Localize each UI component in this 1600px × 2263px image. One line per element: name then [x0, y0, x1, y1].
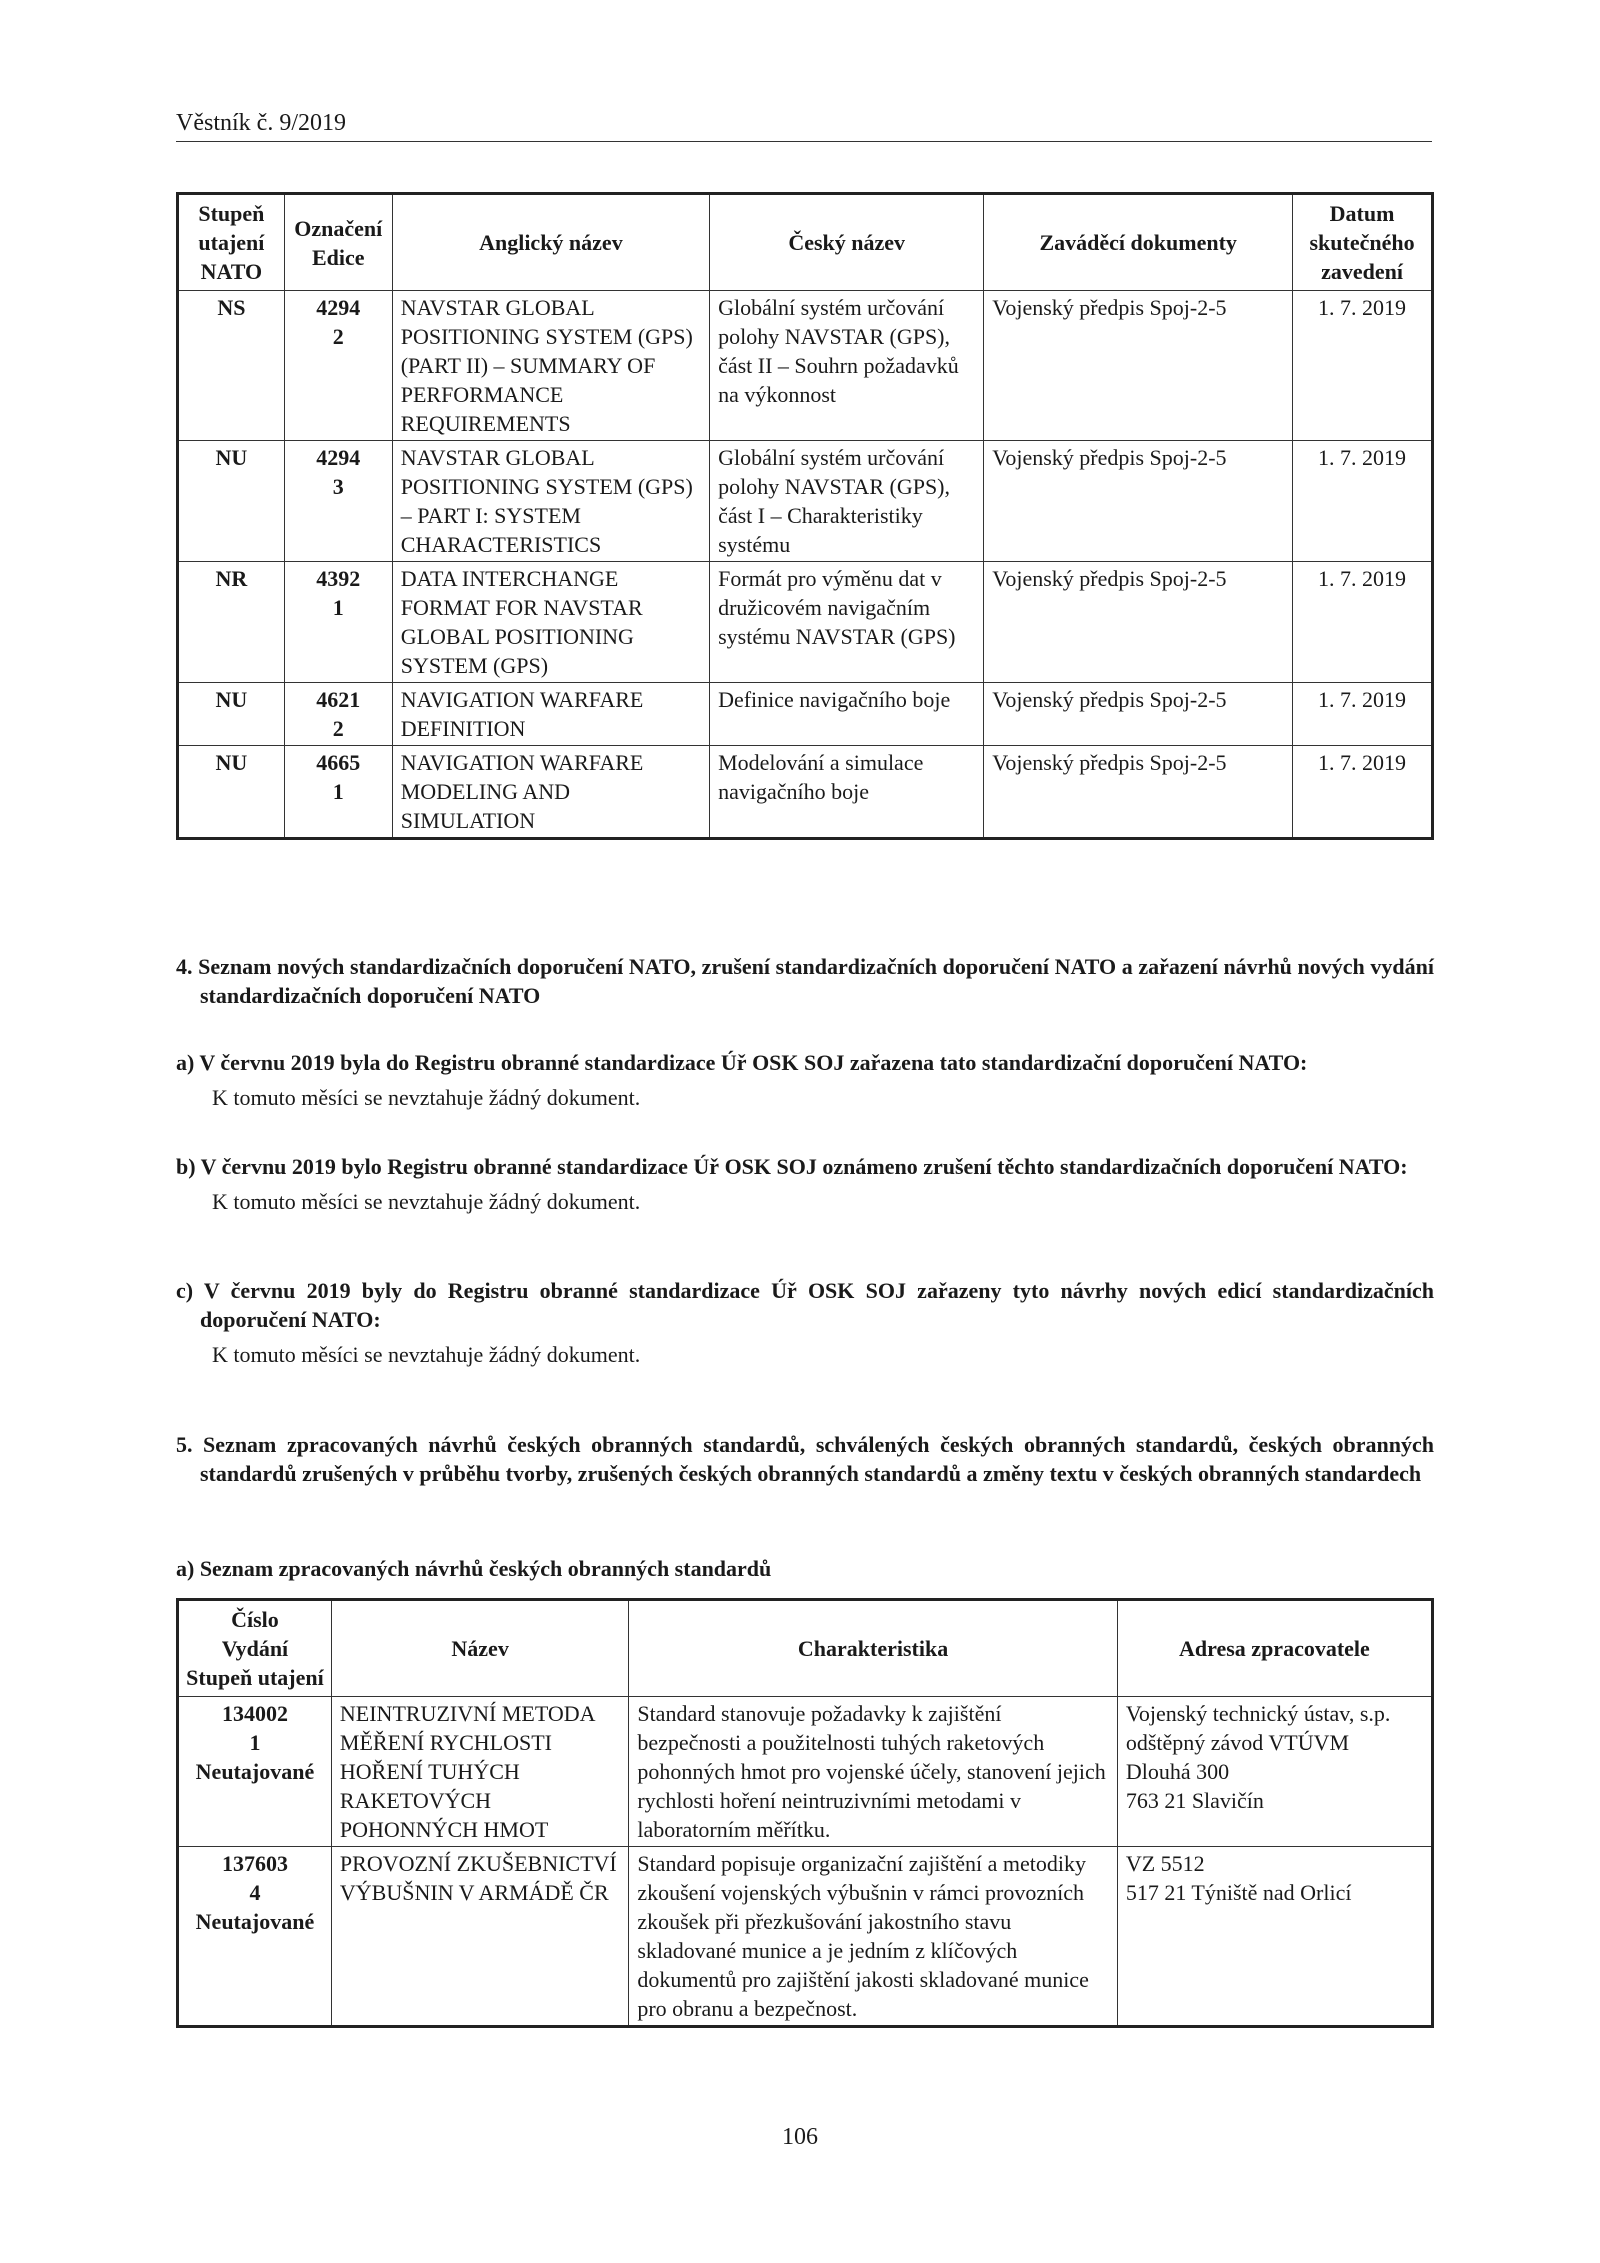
- address-line: Dlouhá 300: [1125, 1759, 1230, 1784]
- cell-name: PROVOZNÍ ZKUŠEBNICTVÍ VÝBUŠNIN V ARMÁDĚ ČR: [331, 1847, 628, 2027]
- cell-date: 1. 7. 2019: [1293, 746, 1433, 839]
- col-header-documents: Zaváděcí dokumenty: [984, 194, 1293, 291]
- cell-documents: Vojenský předpis Spoj-2-5: [984, 291, 1293, 441]
- cell-czech-name: Modelování a simulace navigačního boje: [710, 746, 984, 839]
- col-header-edition: Označení Edice: [284, 194, 392, 291]
- cell-version: 1: [249, 1730, 261, 1755]
- col-header-name: Název: [331, 1600, 628, 1697]
- standards-table: [176, 1598, 1434, 2028]
- table-header-row: [178, 194, 1433, 291]
- address-line: 763 21 Slavičín: [1125, 1788, 1264, 1813]
- table-row: [178, 1697, 1433, 1847]
- page-number: 106: [782, 2124, 818, 2150]
- cell-code: 4665: [316, 750, 361, 775]
- cell-standard-number: 137603: [221, 1851, 288, 1876]
- section-4a-note: K tomuto měsíci se nevztahuje žádný dokument.: [212, 1085, 641, 1110]
- cell-english-name: DATA INTERCHANGE FORMAT FOR NAVSTAR GLOBAL POSITIONING SYSTEM (GPS): [392, 562, 709, 683]
- cell-date: 1. 7. 2019: [1293, 441, 1433, 562]
- table-row: [178, 746, 1433, 839]
- cell-characteristics: Standard stanovuje požadavky k zajištění bezpečnosti a použitelnosti tuhých raketových pohonných hmot pro vojenské účely, stanovení jejich rychlosti hoření neintruzivními metodami v laboratorním měřítku.: [629, 1697, 1117, 1847]
- address-line: VZ 5512: [1125, 1851, 1205, 1876]
- cell-czech-name: Globální systém určování polohy NAVSTAR (GPS), část II – Souhrn požadavků na výkonnost: [710, 291, 984, 441]
- cell-code: 4294: [316, 295, 361, 320]
- cell-date: 1. 7. 2019: [1293, 562, 1433, 683]
- col-header-characteristics: Charakteristika: [629, 1600, 1117, 1697]
- address-line: odštěpný závod VTÚVM: [1125, 1730, 1350, 1755]
- col-header-level: Stupeň utajení NATO: [178, 194, 285, 291]
- cell-english-name: NAVSTAR GLOBAL POSITIONING SYSTEM (GPS) (PART II) – SUMMARY OF PERFORMANCE REQUIREMENTS: [392, 291, 709, 441]
- cell-code: 4294: [316, 445, 361, 470]
- section-4a-heading: a) V červnu 2019 byla do Registru obranné standardizace Úř OSK SOJ zařazena tato standardizační doporučení NATO:: [176, 1050, 1308, 1075]
- section-5a-heading: a) Seznam zpracovaných návrhů českých obranných standardů: [176, 1556, 772, 1581]
- col-header-number: [178, 1600, 332, 1697]
- col-header-czech-name: Český název: [710, 194, 984, 291]
- cell-standard-number: 134002: [221, 1701, 288, 1726]
- cell-name: NEINTRUZIVNÍ METODA MĚŘENÍ RYCHLOSTI HOŘENÍ TUHÝCH RAKETOVÝCH POHONNÝCH HMOT: [331, 1697, 628, 1847]
- table-row: [178, 291, 1433, 441]
- cell-czech-name: Formát pro výměnu dat v družicovém navigačním systému NAVSTAR (GPS): [710, 562, 984, 683]
- cell-edition: [284, 683, 392, 746]
- col-header-address: Adresa zpracovatele: [1117, 1600, 1432, 1697]
- section-4b: [176, 1152, 1434, 1216]
- cell-number: [178, 1697, 332, 1847]
- table-row: [178, 441, 1433, 562]
- section-4c: [176, 1276, 1434, 1369]
- section-4-heading: 4. Seznam nových standardizačních doporučení NATO, zrušení standardizačních doporučení NATO a zařazení návrhů nových vydání standardizačních doporučení NATO: [176, 954, 1434, 1008]
- section-4b-heading: b) V červnu 2019 bylo Registru obranné standardizace Úř OSK SOJ oznámeno zrušení těchto standardizačních doporučení NATO:: [176, 1154, 1408, 1179]
- cell-code: 4621: [316, 687, 361, 712]
- running-header: Věstník č. 9/2019: [176, 110, 1432, 142]
- cell-date: 1. 7. 2019: [1293, 683, 1433, 746]
- cell-ed: 2: [332, 716, 344, 741]
- cell-ed: 1: [332, 779, 344, 804]
- cell-ed: 1: [332, 595, 344, 620]
- cell-classification: Neutajované: [195, 1909, 315, 1934]
- section-4c-heading: c) V červnu 2019 byly do Registru obranné standardizace Úř OSK SOJ zařazeny tyto návrhy nových edicí standardizačních doporučení NATO:: [176, 1278, 1434, 1332]
- cell-documents: Vojenský předpis Spoj-2-5: [984, 683, 1293, 746]
- cell-date: 1. 7. 2019: [1293, 291, 1433, 441]
- cell-documents: Vojenský předpis Spoj-2-5: [984, 562, 1293, 683]
- section-5a: [176, 1554, 1434, 1583]
- section-4a: [176, 1048, 1434, 1112]
- cell-english-name: NAVIGATION WARFARE MODELING AND SIMULATION: [392, 746, 709, 839]
- cell-english-name: NAVIGATION WARFARE DEFINITION: [392, 683, 709, 746]
- cell-level: NU: [178, 683, 285, 746]
- cell-edition: [284, 291, 392, 441]
- table-row: [178, 683, 1433, 746]
- cell-number: [178, 1847, 332, 2027]
- table-header-row: [178, 1600, 1433, 1697]
- section-4: [176, 952, 1434, 1010]
- cell-documents: Vojenský předpis Spoj-2-5: [984, 746, 1293, 839]
- cell-english-name: NAVSTAR GLOBAL POSITIONING SYSTEM (GPS) – PART I: SYSTEM CHARACTERISTICS: [392, 441, 709, 562]
- cell-address: [1117, 1697, 1432, 1847]
- cell-version: 4: [249, 1880, 261, 1905]
- cell-level: NU: [178, 746, 285, 839]
- section-5: [176, 1430, 1434, 1488]
- cell-level: NS: [178, 291, 285, 441]
- stanag-table: [176, 192, 1434, 840]
- cell-czech-name: Globální systém určování polohy NAVSTAR (GPS), část I – Charakteristiky systému: [710, 441, 984, 562]
- cell-czech-name: Definice navigačního boje: [710, 683, 984, 746]
- col-header-english-name: Anglický název: [392, 194, 709, 291]
- address-line: 517 21 Týniště nad Orlicí: [1125, 1880, 1352, 1905]
- cell-documents: Vojenský předpis Spoj-2-5: [984, 441, 1293, 562]
- section-5-heading: 5. Seznam zpracovaných návrhů českých obranných standardů, schválených českých obranných standardů, českých obranných standardů zrušených v průběhu tvorby, zrušených českých obranných standardů a změny textu v českých obranných standardech: [176, 1432, 1434, 1486]
- cell-code: 4392: [316, 566, 361, 591]
- cell-classification: Neutajované: [195, 1759, 315, 1784]
- cell-ed: 2: [332, 324, 344, 349]
- col-header-number-label: Číslo: [231, 1607, 279, 1632]
- col-header-date: Datum skutečného zavedení: [1293, 194, 1433, 291]
- cell-level: NU: [178, 441, 285, 562]
- cell-edition: [284, 562, 392, 683]
- address-line: Vojenský technický ústav, s.p.: [1125, 1701, 1391, 1726]
- table-row: [178, 562, 1433, 683]
- col-header-classification-label: Stupeň utajení: [186, 1665, 324, 1690]
- section-4b-note: K tomuto měsíci se nevztahuje žádný dokument.: [212, 1189, 641, 1214]
- table-row: [178, 1847, 1433, 2027]
- cell-address: [1117, 1847, 1432, 2027]
- cell-edition: [284, 746, 392, 839]
- section-4c-note: K tomuto měsíci se nevztahuje žádný dokument.: [212, 1342, 641, 1367]
- col-header-version-label: Vydání: [221, 1636, 289, 1661]
- cell-level: NR: [178, 562, 285, 683]
- cell-characteristics: Standard popisuje organizační zajištění a metodiky zkoušení vojenských výbušnin v rámci provozních zkoušek při přezkušování jakostního stavu skladované munice a je jedním z klíčových dokumentů pro zajištění jakosti skladované munice pro obranu a bezpečnost.: [629, 1847, 1117, 2027]
- cell-edition: [284, 441, 392, 562]
- cell-ed: 3: [332, 474, 344, 499]
